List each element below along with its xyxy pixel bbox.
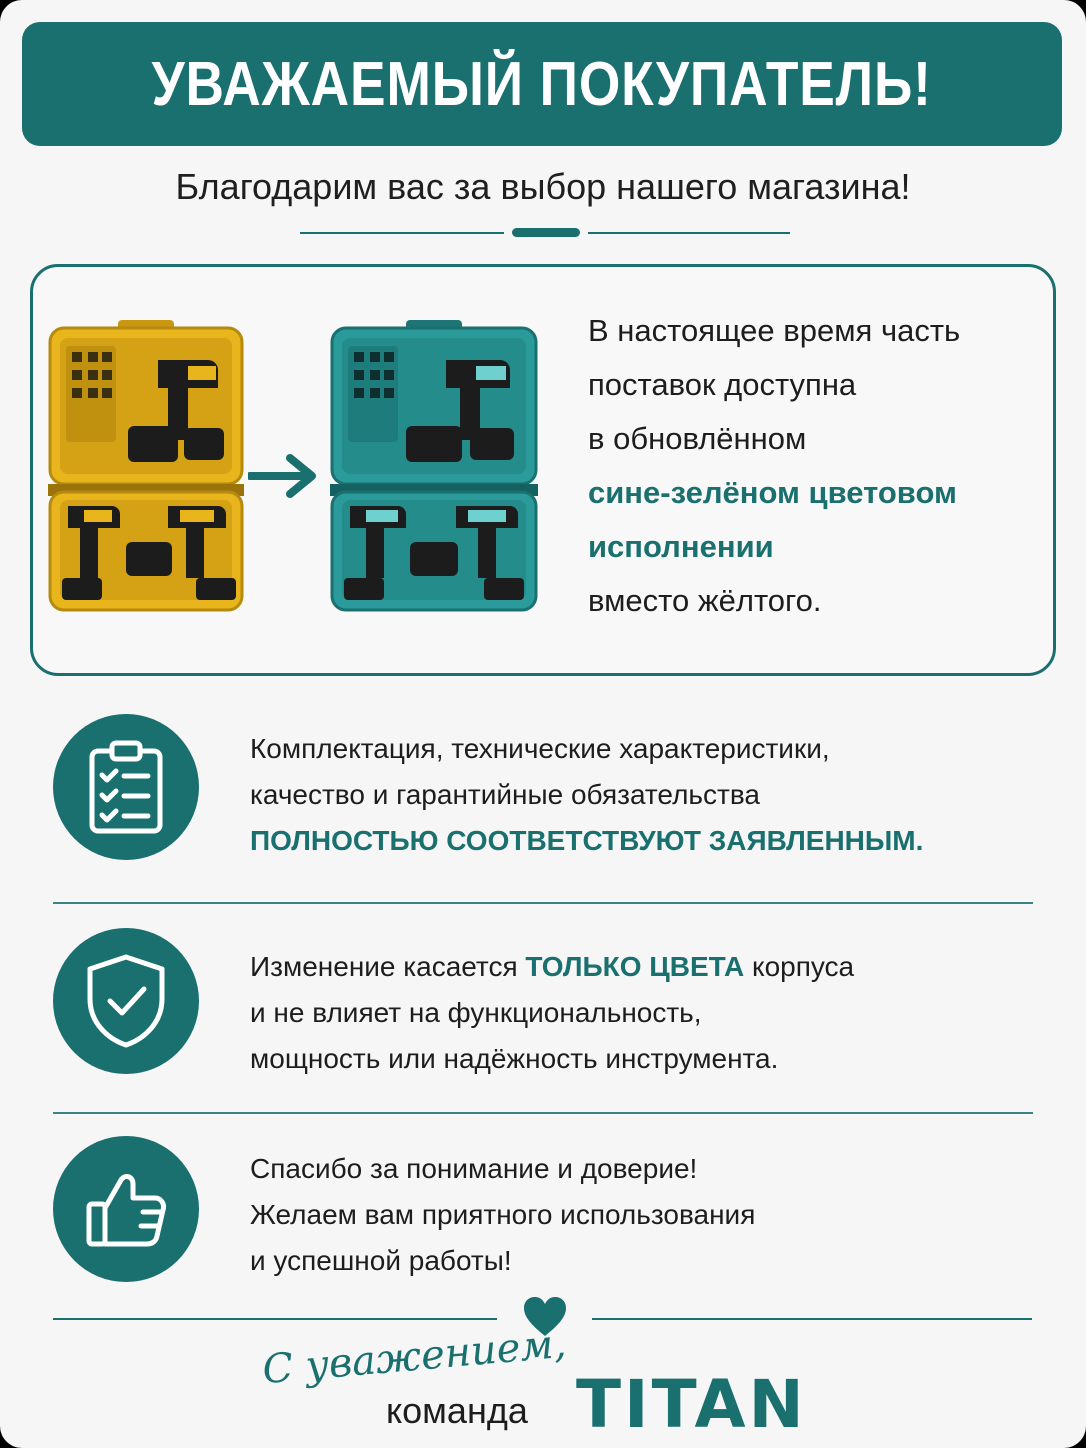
signature-text: С уважением, <box>260 1320 568 1394</box>
thank-you-subtitle: Благодарим вас за выбор нашего магазина! <box>175 166 911 207</box>
footer-divider-right <box>592 1318 1032 1320</box>
thumbs-up-icon <box>53 1136 199 1282</box>
right-arrow-icon <box>248 454 320 498</box>
clipboard-checklist-icon <box>53 714 199 860</box>
feature-specs-text: Комплектация, технические характеристики, качество и гарантийные обязательства ПОЛНОСТЬЮ СООТВЕТСТВУЮТ ЗАЯВЛЕННЫМ. <box>250 733 924 856</box>
shield-check-icon <box>53 928 199 1074</box>
teal-tool-case-image <box>330 320 538 616</box>
footer-divider-left <box>53 1318 497 1320</box>
header-banner <box>22 22 1062 146</box>
feature-thanks-text: Спасибо за понимание и доверие! Желаем вам приятного использования и успешной работы! <box>250 1153 756 1276</box>
page-title: УВАЖАЕМЫЙ ПОКУПАТЕЛЬ! <box>151 49 933 119</box>
brand-logo: TITAN <box>576 1366 807 1443</box>
section-divider <box>53 1112 1033 1114</box>
yellow-tool-case-image <box>48 320 244 616</box>
color-highlight: сине-зелёном цветовом <box>588 475 957 510</box>
section-divider <box>53 902 1033 904</box>
color-only-highlight: ТОЛЬКО ЦВЕТА <box>525 951 745 982</box>
ornament-divider <box>300 228 790 238</box>
color-change-text: В настоящее время часть поставок доступна в обновлённом сине-зелёном цветовом исполнении вместо жёлтого. <box>588 304 1038 628</box>
feature-color-only-text: Изменение касается ТОЛЬКО ЦВЕТА корпуса и не влияет на функциональность, мощность или надёжность инструмента. <box>250 951 855 1074</box>
team-label: команда <box>386 1390 528 1431</box>
